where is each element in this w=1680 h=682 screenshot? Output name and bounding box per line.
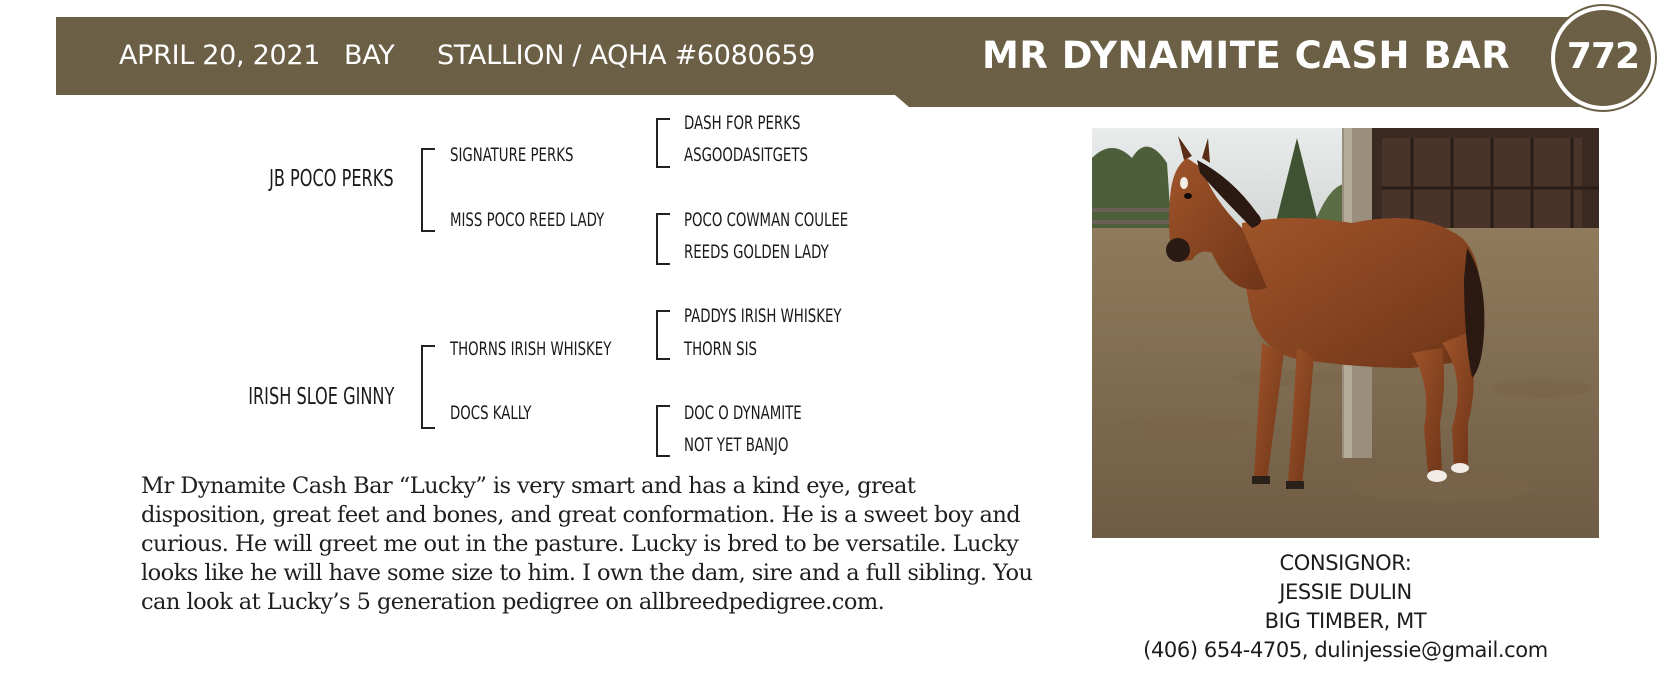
pedigree-sire-sire: SIGNATURE PERKS bbox=[450, 144, 574, 166]
pedigree-sdd: REEDS GOLDEN LADY bbox=[684, 241, 829, 263]
pedigree-sire-dam: MISS POCO REED LADY bbox=[450, 209, 605, 231]
foaling-date: APRIL 20, 2021 bbox=[119, 40, 321, 71]
consignor-label: CONSIGNOR: bbox=[1279, 551, 1412, 575]
bracket-sire-sire bbox=[656, 118, 670, 168]
sex-registration: STALLION / AQHA #6080659 bbox=[437, 40, 816, 71]
consignor-name: JESSIE DULIN bbox=[1279, 580, 1412, 604]
bracket-dam-dam bbox=[656, 405, 670, 457]
lot-number-badge: 772 bbox=[1551, 6, 1655, 110]
horse-photo bbox=[1092, 128, 1599, 538]
consignor-location: BIG TIMBER, MT bbox=[1264, 609, 1427, 633]
pedigree-dss: PADDYS IRISH WHISKEY bbox=[684, 305, 842, 327]
horse-color: BAY bbox=[344, 40, 395, 71]
bracket-dam bbox=[421, 345, 435, 429]
pedigree-sds: POCO COWMAN COULEE bbox=[684, 209, 849, 231]
pedigree-dsd: THORN SIS bbox=[684, 338, 758, 360]
pedigree-dam: IRISH SLOE GINNY bbox=[247, 384, 394, 410]
pedigree-sire: JB POCO PERKS bbox=[269, 166, 394, 192]
consignor-info bbox=[1092, 549, 1599, 665]
consignor-contact: (406) 654-4705, dulinjessie@gmail.com bbox=[1143, 638, 1548, 662]
horse-description: Mr Dynamite Cash Bar “Lucky” is very smart and has a kind eye, great disposition, great feet and bones, and great conformation. He is a sweet boy and curious. He will greet me out in the pasture. Lucky is bred to be versatile. Lucky looks like he will have some size to him. I own the dam, sire and a full sibling. You can look at Lucky’s 5 generation pedigree on allbreedpedigree.com. bbox=[141, 473, 1033, 615]
pedigree-dds: DOC O DYNAMITE bbox=[684, 402, 802, 424]
pedigree-dam-dam: DOCS KALLY bbox=[450, 402, 532, 424]
pedigree-dam-sire: THORNS IRISH WHISKEY bbox=[450, 338, 612, 360]
bracket-sire-dam bbox=[656, 213, 670, 265]
bracket-sire bbox=[421, 148, 435, 232]
header-notch bbox=[895, 95, 1608, 107]
pedigree-ddd: NOT YET BANJO bbox=[684, 434, 789, 456]
pedigree-sss: DASH FOR PERKS bbox=[684, 112, 801, 134]
horse-name: MR DYNAMITE CASH BAR bbox=[982, 34, 1511, 77]
bracket-dam-sire bbox=[656, 310, 670, 360]
pedigree-ssd: ASGOODASITGETS bbox=[684, 144, 808, 166]
